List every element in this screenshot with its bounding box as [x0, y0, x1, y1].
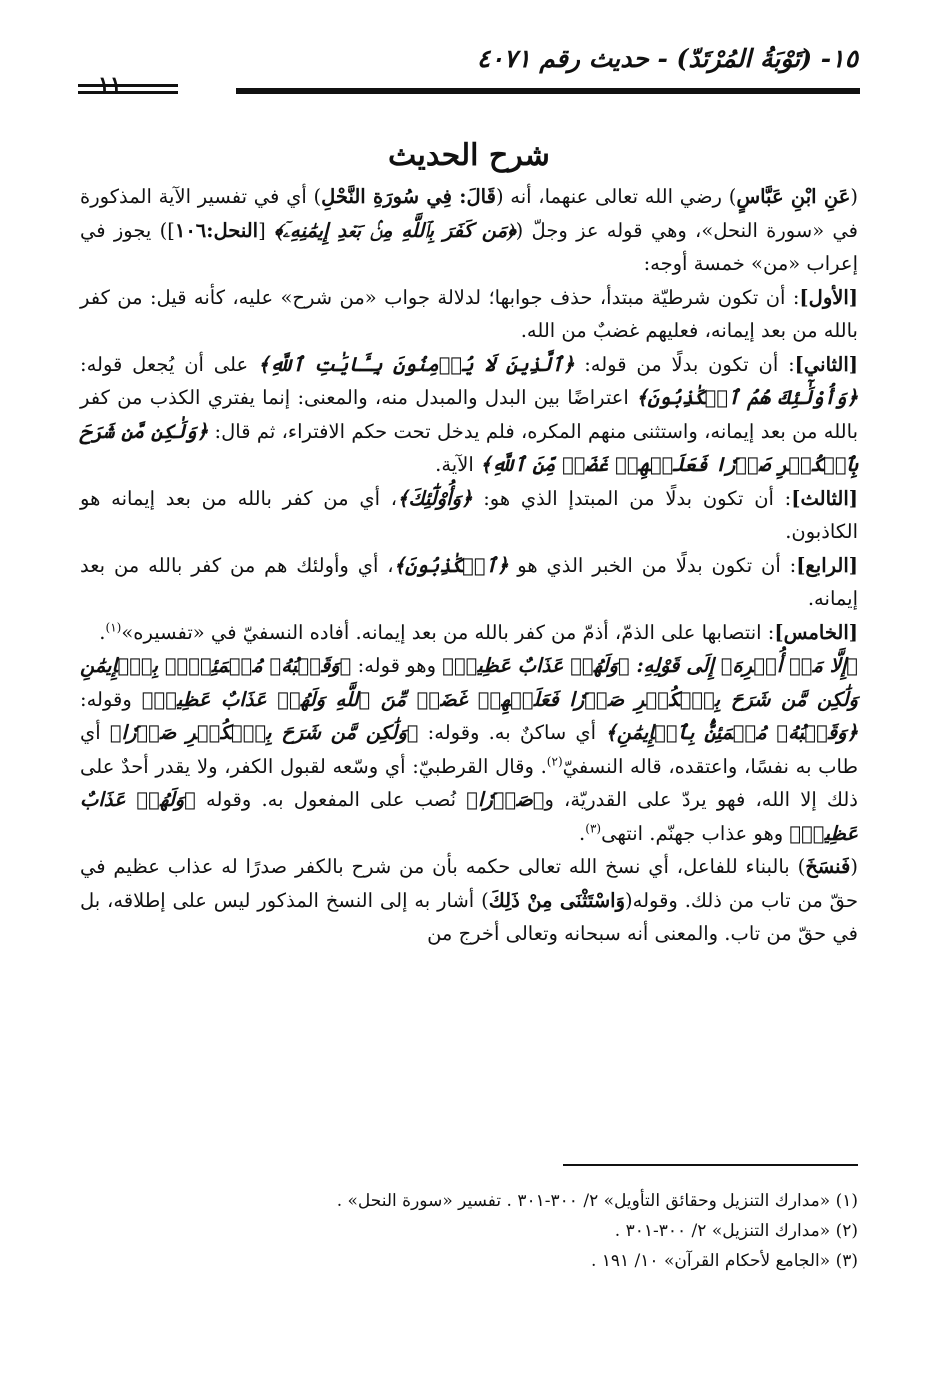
quran-quote: ﴿وَلَٰكِن مَّن شَرَحَ بِٱلۡكُفۡرِ صَدۡرٗا﴾	[109, 721, 419, 744]
quran-quote: ﴿وَقَلۡبُهُۥ مُطۡمَئِنُّۢ بِٱلۡإِيمَٰنِ وَلَٰكِن مَّن شَرَحَ بِٱلۡكُفۡرِ صَدۡرٗا فَعَلَيۡهِمۡ غَضَبٞ مِّنَ ٱللَّهِ وَلَهُمۡ عَذَابٌ عَظِيمٞ﴾	[80, 654, 858, 711]
quran-quote: ﴿إِلَّا مَنۡ أُكۡرِهَ﴾ إِلَى قَوْلِهِ: ﴿وَلَهُمۡ عَذَابٌ عَظِيمٞ﴾	[442, 654, 859, 677]
text-run: اعتراضًا بين البدل والمبدل منه، والمعنى: إنما يفتري الكذب من كفر بالله من بعد إيمانه، واستثنى منهم المكره، فلم يدخل تحت حكم الافتراء، ثم قال:	[80, 386, 858, 443]
text-run: وهو قوله:	[351, 654, 443, 677]
text-run: نُصب على المفعول به. وقوله	[195, 788, 467, 811]
paragraph	[80, 616, 858, 650]
quran-quote: ﴿وَقَلۡبُهُۥ مُطۡمَئِنُّۢ بِٱلۡإِيمَٰنِ﴾	[605, 721, 859, 744]
text-run: : انتصابها على الذمّ، أذمّ من كفر بالله من بعد إيمانه. أفاده النسفيّ في «تفسيره»	[121, 620, 775, 644]
quran-quote: ﴿مَن كَفَرَ بِٱللَّهِ مِنۢ بَعۡدِ إِيمَٰنِهِۦٓ﴾	[273, 218, 516, 242]
text-run: : أن تكون بدلًا من المبتدإ الذي هو:	[472, 486, 792, 510]
text-run: [	[258, 218, 274, 242]
paragraph	[80, 348, 858, 482]
header-double-rule	[78, 84, 178, 94]
bold-term: [الخامس]	[774, 620, 858, 644]
quran-quote: ﴿ٱلۡكَٰذِبُونَ﴾	[393, 553, 509, 577]
body-text	[80, 180, 858, 951]
quran-quote: ﴿صَدۡرٗا﴾	[466, 788, 545, 811]
text-run: .	[579, 821, 586, 845]
text-run: ) بالبناء للفاعل، أي نسخ الله تعالى حكمه بأن من شرح بالكفر صدرًا له عذاب عظيم في حقّ من تاب من ذلك. وقوله(	[80, 855, 858, 912]
quran-quote: ﴿ٱلَّذِينَ لَا يُؤۡمِنُونَ بِـَٔايَٰتِ ٱللَّهِ﴾	[257, 352, 575, 376]
text-run: : أن تكون شرطيّة مبتدأ، حذف جوابها؛ لدلالة جواب «من شرح» عليه، كأنه قيل: من كفر بالله من بعد إيمانه، فعليهم غضبٌ من الله.	[80, 285, 858, 342]
bold-term: عَنِ ابْنِ عَبَّاسٍ	[736, 185, 851, 208]
quran-quote: ﴿وَلَهُمۡ عَذَابٌ عَظِيمٞ﴾	[80, 788, 858, 845]
text-run: ، أي وأولئك هم من كفر بالله من بعد إيمانه.	[80, 553, 858, 610]
quran-quote: ﴿وَأُوْلَٰٓئِكَ هُمُ ٱلۡكَٰذِبُونَ﴾	[636, 386, 859, 409]
text-run: ) أي في تفسير الآية المذكورة في «سورة النحل»، وهي قوله عز وجلّ (	[80, 185, 858, 242]
text-run: وقوله:	[80, 687, 142, 711]
section-heading: شرح الحديث	[388, 138, 550, 173]
text-run: الآية.	[435, 453, 480, 476]
text-run: . وقال القرطبيّ: أي وسّعه لقبول الكفر، ولا يقدر أحدٌ على ذلك إلا الله، فهو يردّ على القدريّة، و	[80, 754, 858, 811]
paragraph	[80, 850, 858, 951]
footnote: (١) «مدارك التنزيل وحقائق التأويل» ٢/ ٣٠٠-٣٠١ . تفسير «سورة النحل» .	[336, 1191, 858, 1211]
text-run: على أن يُجعل قوله:	[80, 352, 258, 376]
paragraph	[80, 281, 858, 348]
bold-term: [الثاني]	[794, 352, 858, 376]
text-run: ]) يجوز في إعراب «من» خمسة أوجه:	[80, 218, 858, 275]
text-run: وهو عذاب جهنّم. انتهى	[601, 821, 790, 845]
paragraph	[80, 180, 858, 281]
footnote-separator	[563, 1164, 858, 1166]
footnote-marker: (١)	[105, 620, 122, 634]
running-header	[80, 44, 858, 74]
bold-term: النحل:١٠٦	[174, 218, 259, 242]
paragraph	[80, 482, 858, 549]
footnote: (٣) «الجامع لأحكام القرآن» ١٠/ ١٩١ .	[590, 1251, 858, 1271]
text-run: أي طاب به نفسًا، واعتقده، قاله النسفيّ	[80, 721, 858, 778]
bold-term: قَالَ: فِي سُورَةِ النَّحْلِ	[321, 185, 496, 208]
text-run: ) أشار به إلى النسخ المذكور ليس على إطلاقه، بل في حقّ من تاب. والمعنى أنه سبحانه وتعالى أخرج من	[80, 888, 858, 945]
header-rule	[236, 88, 860, 94]
quran-quote: ﴿وَلَٰكِن مَّن شَرَحَ بِٱلۡكُفۡرِ صَدۡرٗا فَعَلَيۡهِمۡ غَضَبٞ مِّنَ ٱللَّهِ﴾	[80, 419, 858, 476]
text-run: ، أي من كفر بالله من بعد إيمانه هو الكاذبون.	[80, 486, 858, 543]
page-number: ١١	[98, 72, 122, 98]
bold-term: [الرابع]	[796, 553, 858, 577]
text-run: أي ساكنٌ به. وقوله:	[418, 721, 606, 744]
footnote-marker: (٣)	[585, 821, 602, 835]
running-title: ١٥- (تَوْبَةُ المُرْتَدّ) - حديث رقم ٤٠٧١	[476, 44, 858, 73]
bold-term: وَاسْتَثْنَى مِنْ ذَلِكَ	[488, 888, 626, 912]
quran-quote: ﴿وَأُوْلَٰٓئِكَ﴾	[397, 486, 473, 510]
text-run: .	[99, 620, 106, 644]
footnotes	[80, 1186, 858, 1276]
text-run: (	[850, 185, 858, 208]
bold-term: فَنسَخَ	[805, 855, 851, 878]
bold-term: [الأول]	[799, 285, 858, 309]
bold-term: [الثالث]	[791, 486, 858, 510]
text-run: ) رضي الله تعالى عنهما، أنه (	[495, 185, 737, 208]
footnote: (٢) «مدارك التنزيل» ٢/ ٣٠٠-٣٠١ .	[614, 1221, 858, 1241]
paragraph	[80, 649, 858, 850]
text-run: : أن تكون بدلًا من قوله:	[574, 352, 795, 376]
text-run: : أن تكون بدلًا من الخبر الذي هو	[508, 553, 797, 577]
footnote-marker: (٢)	[546, 754, 563, 768]
text-run: (	[850, 855, 858, 878]
paragraph	[80, 549, 858, 616]
